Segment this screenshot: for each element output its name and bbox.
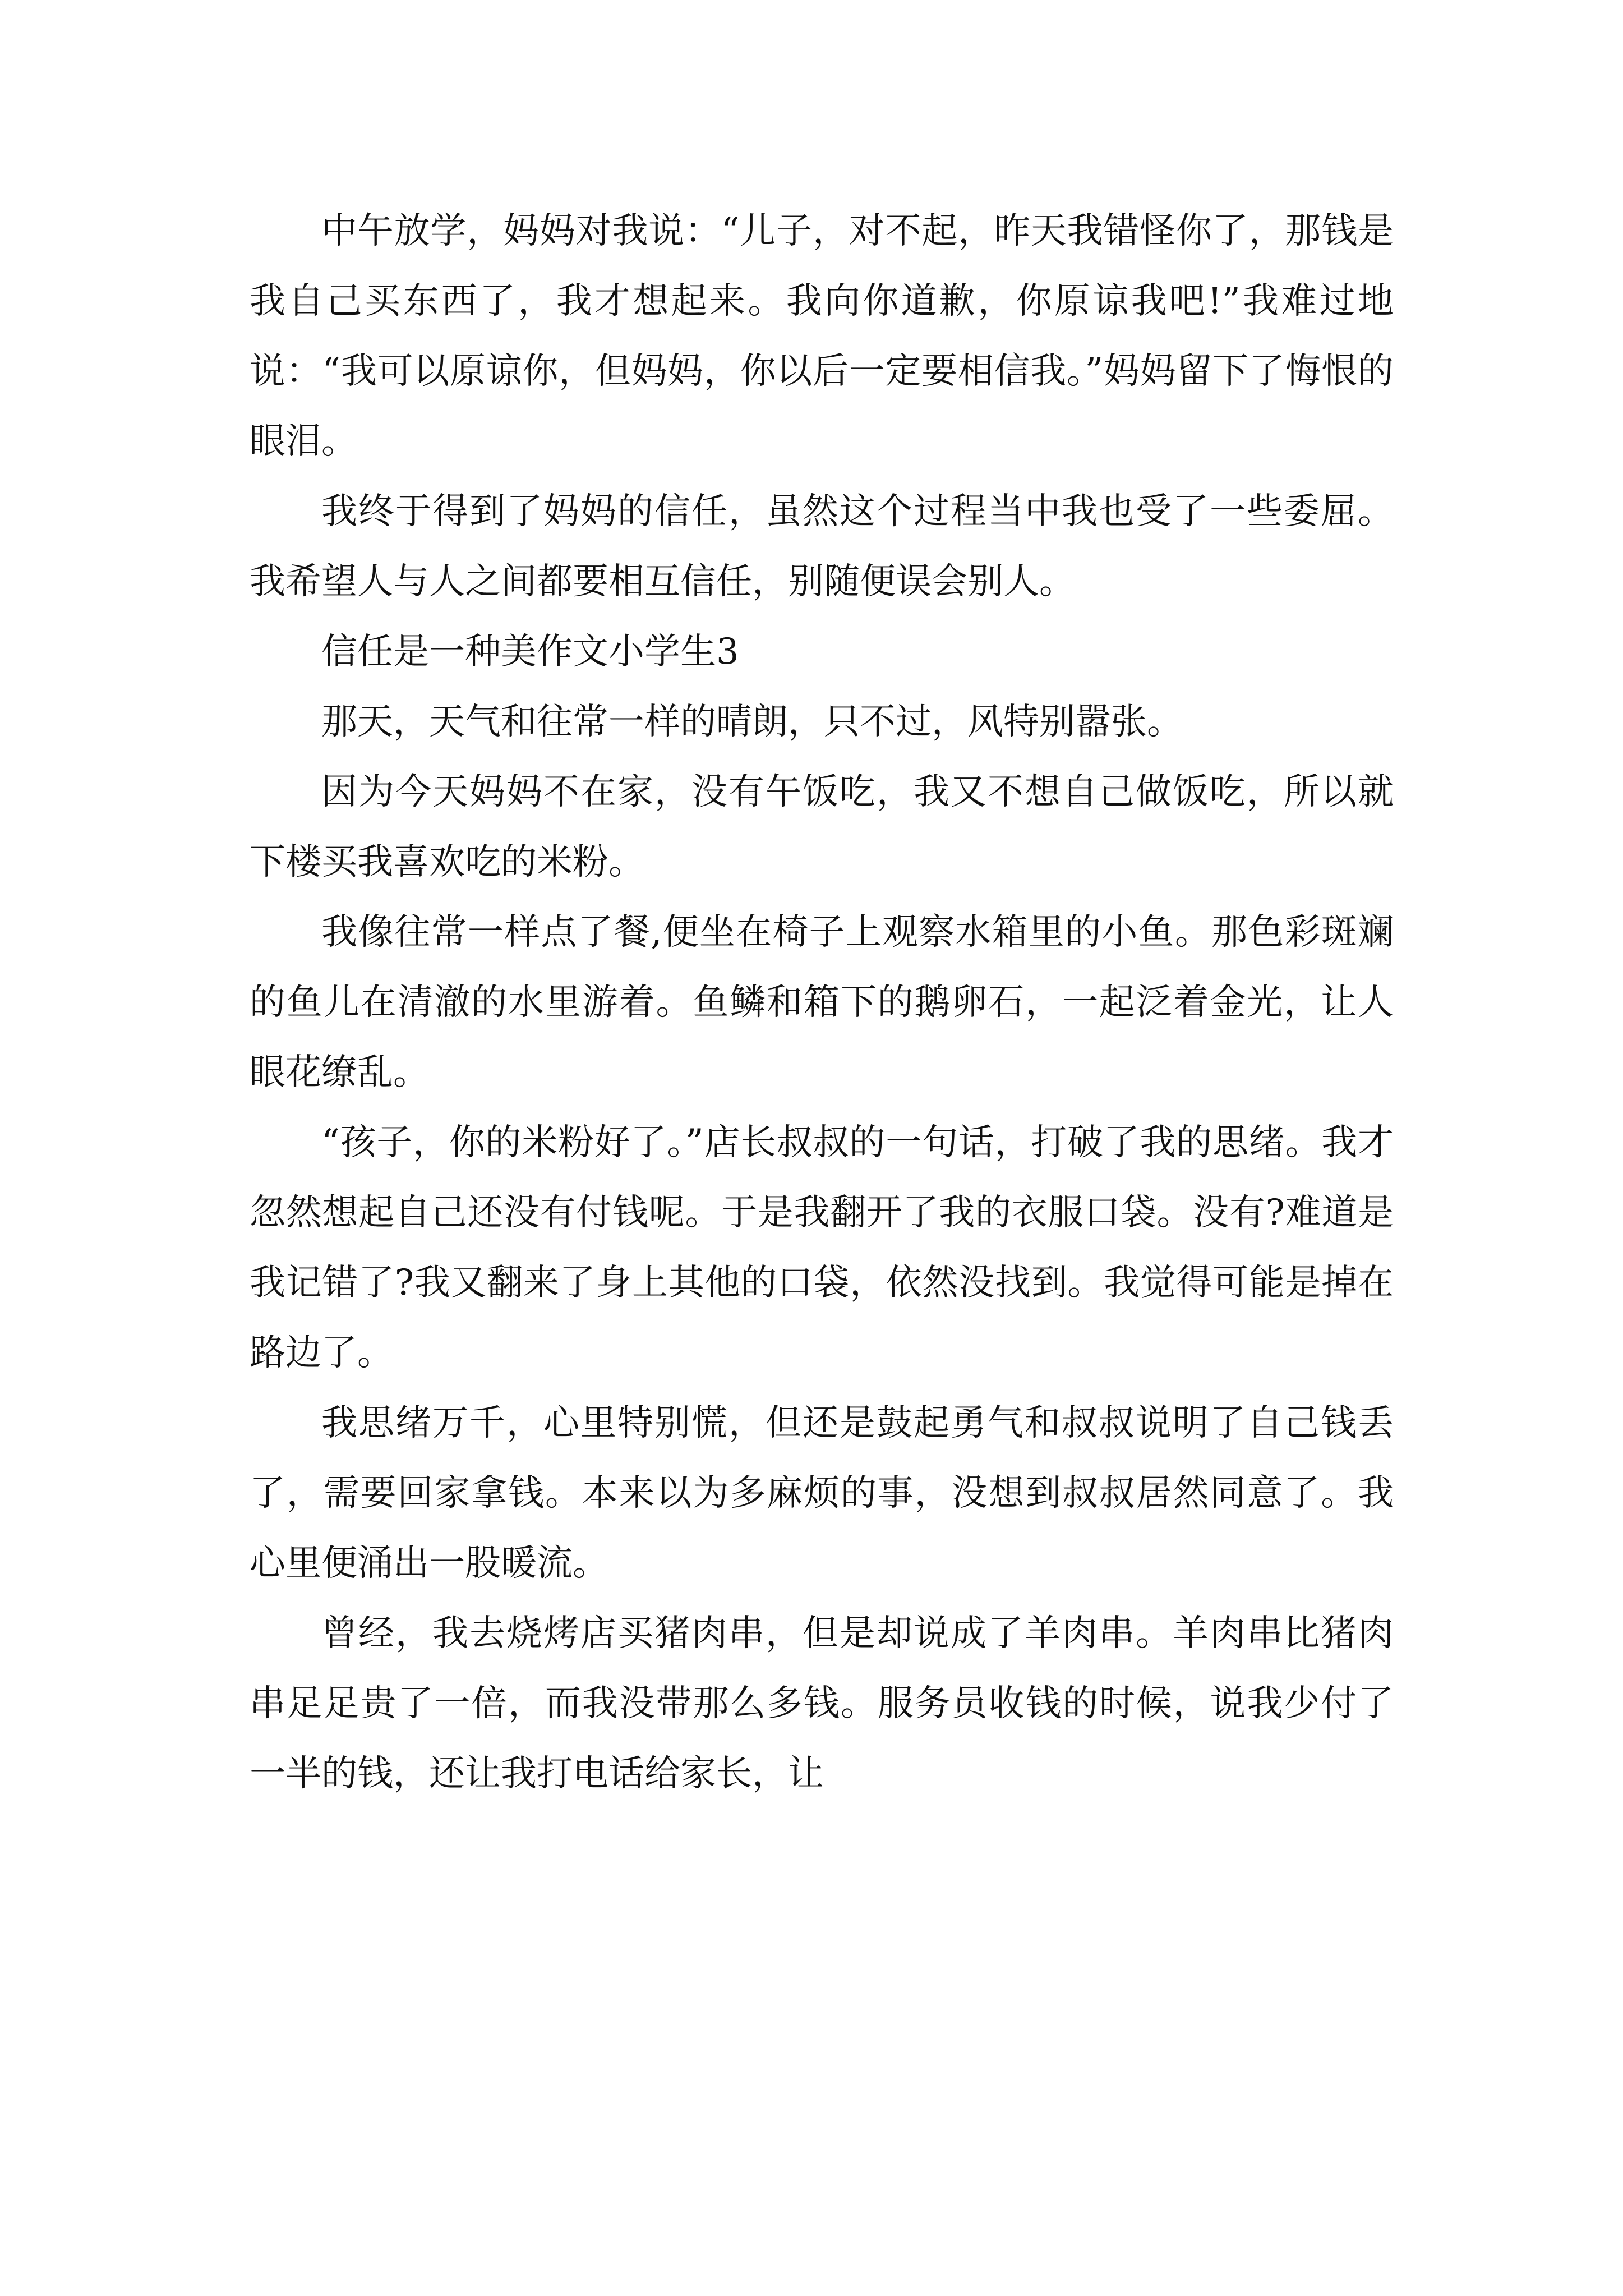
paragraph-bbq-memory: 曾经，我去烧烤店买猪肉串，但是却说成了羊肉串。羊肉串比猪肉串足足贵了一倍，而我没带那么多钱。服务员收钱的时候，说我少付了一半的钱，还让我打电话给家长，让 — [250, 1613, 1394, 1795]
document-page — [250, 196, 1394, 1809]
paragraph-lost-money: “孩子，你的米粉好了。”店长叔叔的一句话，打破了我的思绪。我才忽然想起自己还没有付钱呢。于是我翻开了我的衣服口袋。没有?难道是我记错了?我又翻来了身上其他的口袋，依然没找到。我觉得可能是掉在路边了。 — [250, 1122, 1394, 1374]
paragraph-lunch: 因为今天妈妈不在家，没有午饭吃，我又不想自己做饭吃，所以就下楼买我喜欢吃的米粉。 — [250, 771, 1394, 883]
paragraph-weather: 那天，天气和往常一样的晴朗，只不过，风特别嚣张。 — [321, 701, 1183, 743]
section-heading: 信任是一种美作文小学生3 — [321, 631, 739, 673]
paragraph-apology: 中午放学，妈妈对我说：“儿子，对不起，昨天我错怪你了，那钱是我自己买东西了，我才想起来。我向你道歉，你原谅我吧!”我难过地说：“我可以原谅你，但妈妈，你以后一定要相信我。”妈妈留下了悔恨的眼泪。 — [250, 210, 1394, 462]
paragraph-trust-earned: 我终于得到了妈妈的信任，虽然这个过程当中我也受了一些委屈。我希望人与人之间都要相互信任，别随便误会别人。 — [250, 491, 1394, 602]
paragraph-fish-tank: 我像往常一样点了餐,便坐在椅子上观察水箱里的小鱼。那色彩斑斓的鱼儿在清澈的水里游着。鱼鳞和箱下的鹅卵石，一起泛着金光，让人眼花缭乱。 — [250, 912, 1394, 1093]
paragraph-uncle-agrees: 我思绪万千，心里特别慌，但还是鼓起勇气和叔叔说明了自己钱丢了，需要回家拿钱。本来以为多麻烦的事，没想到叔叔居然同意了。我心里便涌出一股暖流。 — [250, 1402, 1394, 1584]
